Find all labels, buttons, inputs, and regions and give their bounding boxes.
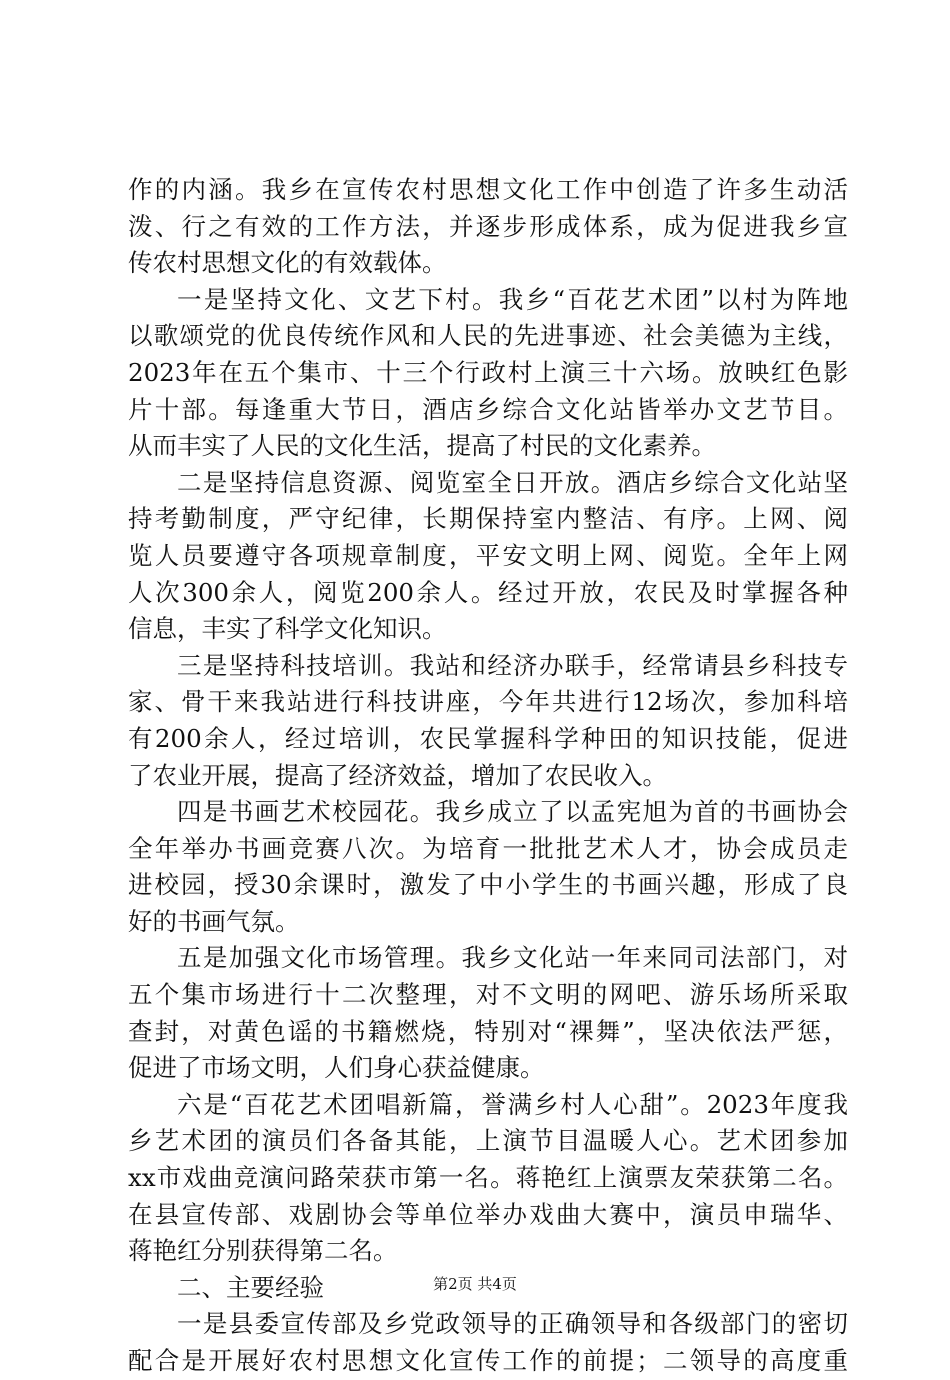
text-line: 了农业开展，提高了经济效益，增加了农民收入。 [128, 760, 667, 790]
text-line: 进校园，授30余课时，激发了中小学生的书画兴趣，形成了良 [128, 870, 848, 900]
text-line: 2023年在五个集市、十三个行政村上演三十六场。放映红色影 [128, 357, 848, 387]
text-line: 五个集市场进行十二次整理，对不文明的网吧、游乐场所采取 [128, 980, 848, 1010]
text-line: 查封，对黄色谣的书籍燃烧，特别对“裸舞”，坚决依法严惩， [128, 1016, 848, 1046]
text-line: 四是书画艺术校园花。我乡成立了以孟宪旭为首的书画协会 [177, 797, 848, 827]
text-line: 全年举办书画竞赛八次。为培育一批批艺术人才，协会成员走 [128, 833, 848, 863]
text-line: 在县宣传部、戏剧协会等单位举办戏曲大赛中，演员申瑞华、 [128, 1199, 848, 1229]
body-text [128, 172, 848, 1380]
text-line: 乡艺术团的演员们各备其能，上演节目温暖人心。艺术团参加 [128, 1126, 848, 1156]
text-line: 泼、行之有效的工作方法，并逐步形成体系，成为促进我乡宣 [128, 211, 848, 241]
text-line: 五是加强文化市场管理。我乡文化站一年来同司法部门，对 [177, 943, 848, 973]
text-line: xx市戏曲竞演问路荣获市第一名。蒋艳红上演票友荣获第二名。 [128, 1163, 848, 1193]
text-line: 作的内涵。我乡在宣传农村思想文化工作中创造了许多生动活 [128, 175, 848, 204]
text-line: 二是坚持信息资源、阅览室全日开放。酒店乡综合文化站坚 [177, 467, 848, 497]
text-line: 传农村思想文化的有效载体。 [128, 248, 447, 278]
text-line: 信息，丰实了科学文化知识。 [128, 614, 447, 644]
page-number-footer: 第2页 共4页 [433, 1275, 517, 1293]
text-line: 以歌颂党的优良传统作风和人民的先进事迹、社会美德为主线， [128, 321, 848, 351]
text-line: 家、骨干来我站进行科技讲座，今年共进行12场次，参加科培 [128, 687, 848, 717]
text-line: 人次300余人，阅览200余人。经过开放，农民及时掌握各种 [128, 577, 848, 607]
text-line: 促进了市场文明，人们身心获益健康。 [128, 1053, 545, 1083]
section-heading: 二、主要经验 [177, 1272, 324, 1302]
text-line: 一是坚持文化、文艺下村。我乡“百花艺术团”以村为阵地 [177, 284, 848, 314]
text-line: 六是“百花艺术团唱新篇，誉满乡村人心甜”。2023年度我 [177, 1089, 848, 1119]
text-line: 三是坚持科技培训。我站和经济办联手，经常请县乡科技专 [177, 650, 848, 680]
text-line: 配合是开展好农村思想文化宣传工作的前提；二领导的高度重 [128, 1346, 848, 1375]
text-line: 持考勤制度，严守纪律，长期保持室内整洁、有序。上网、阅 [128, 504, 848, 534]
text-line: 有200余人，经过培训，农民掌握科学种田的知识技能，促进 [128, 723, 848, 753]
text-line: 好的书画气氛。 [128, 906, 300, 936]
text-line: 一是县委宣传部及乡党政领导的正确领导和各级部门的密切 [177, 1309, 848, 1339]
text-line: 蒋艳红分别获得第二名。 [128, 1236, 398, 1266]
text-line: 片十部。每逢重大节日，酒店乡综合文化站皆举办文艺节目。 [128, 394, 848, 424]
text-line: 从而丰实了人民的文化生活，提高了村民的文化素养。 [128, 431, 716, 461]
text-line: 览人员要遵守各项规章制度，平安文明上网、阅览。全年上网 [128, 540, 848, 570]
